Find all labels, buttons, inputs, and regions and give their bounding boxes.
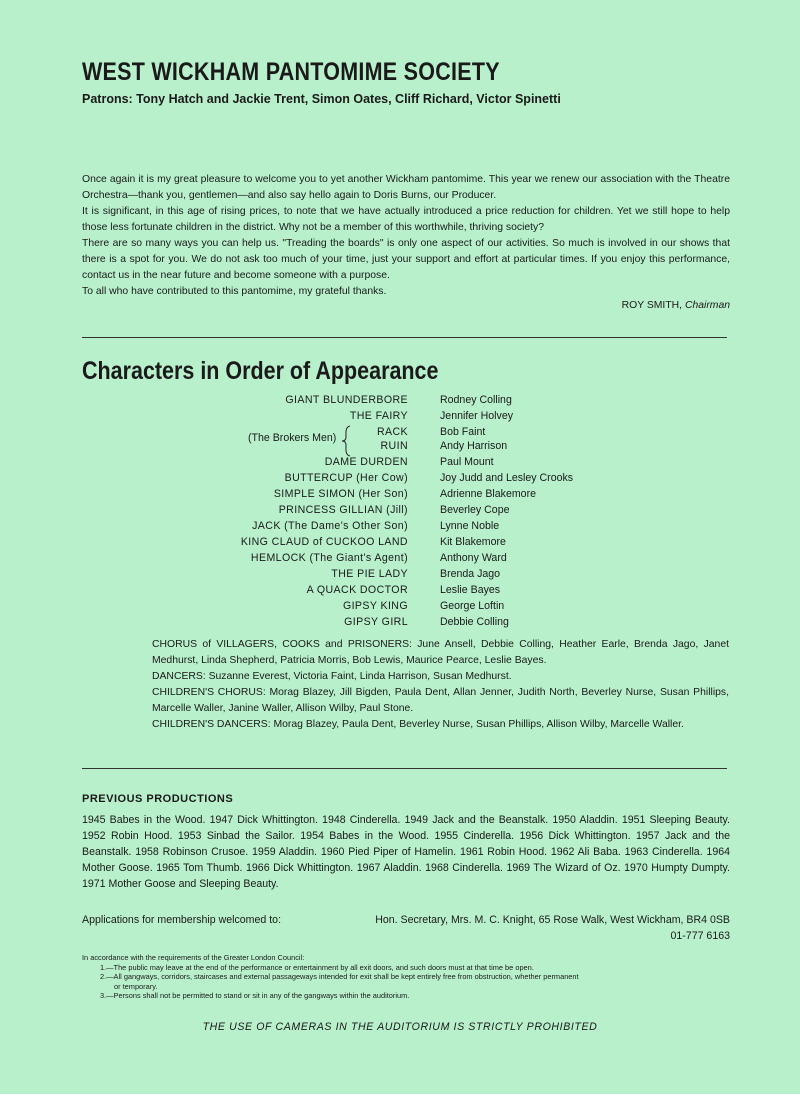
- cast-row: [0, 472, 800, 488]
- cast-role: RUIN: [380, 440, 408, 452]
- cast-role: GIANT BLUNDERBORE: [285, 394, 408, 406]
- brokers-label-text: (The Brokers Men): [248, 432, 337, 444]
- cast-row: [0, 410, 800, 426]
- cast-actor: Brenda Jago: [440, 568, 501, 580]
- glc-regulations: [82, 953, 730, 1001]
- chorus-paragraph: DANCERS: Suzanne Everest, Victoria Faint, Linda Harrison, Susan Medhurst.: [152, 671, 512, 682]
- glc-rule-continued: or temporary.: [114, 981, 158, 991]
- cast-row: [0, 520, 800, 536]
- glc-rule: 1.—The public may leave at the end of the performance or entertainment by all exit doors, and such doors must at that time be open.: [100, 962, 534, 972]
- cast-role: KING CLAUD of CUCKOO LAND: [240, 536, 408, 548]
- brokers-brace-icon: [340, 425, 352, 457]
- cast-actor: Rodney Colling: [440, 394, 512, 406]
- cast-row: [0, 552, 800, 568]
- cast-role: SIMPLE SIMON (Her Son): [273, 488, 408, 500]
- cast-actor: Bob Faint: [440, 426, 486, 438]
- signature-name: ROY SMITH,: [621, 300, 683, 311]
- cast-role: THE PIE LADY: [331, 568, 408, 580]
- applications-label: Applications for membership welcomed to:: [82, 914, 282, 926]
- welcome-paragraph: There are so many ways you can help us. "Treading the boards" is only one aspect of our activities. So much is involved in our shows that there is a spot for you. We do not ask too much of your time, just your support and effort at particular times. If you enjoy this performance, contact us in the near future and become someone with a purpose.: [82, 238, 730, 281]
- cast-row: [0, 488, 800, 504]
- cast-actor: Adrienne Blakemore: [440, 488, 536, 500]
- previous-productions-heading: PREVIOUS PRODUCTIONS: [82, 793, 234, 805]
- patrons-line: Patrons: Tony Hatch and Jackie Trent, Simon Oates, Cliff Richard, Victor Spinetti: [82, 92, 561, 106]
- cast-role: DAME DURDEN: [324, 456, 408, 468]
- cast-actor: Andy Harrison: [440, 440, 508, 452]
- cast-role: JACK (The Dame's Other Son): [252, 520, 408, 532]
- divider: [82, 768, 727, 769]
- chorus-paragraph: CHILDREN'S DANCERS: Morag Blazey, Paula Dent, Beverley Nurse, Susan Phillips, Allison Wilby, Marcelle Waller.: [152, 719, 684, 730]
- cast-actor: Anthony Ward: [440, 552, 507, 564]
- cast-row: [0, 600, 800, 616]
- membership-applications: [82, 912, 730, 944]
- cast-role: GIPSY GIRL: [344, 616, 408, 628]
- cast-actor: George Loftin: [440, 600, 505, 612]
- cast-role: HEMLOCK (The Giant's Agent): [250, 552, 408, 564]
- welcome-paragraph: To all who have contributed to this pantomime, my grateful thanks.: [82, 286, 387, 297]
- cast-row: [0, 584, 800, 600]
- cast-actor: Debbie Colling: [440, 616, 509, 628]
- cast-row: [0, 440, 800, 456]
- cast-row: [0, 616, 800, 632]
- welcome-paragraph: Once again it is my great pleasure to welcome you to yet another Wickham pantomime. This year we renew our association with the Theatre Orchestra—thank you, gentlemen—and also say hello again to Doris Burns, our Producer.: [82, 174, 730, 201]
- glc-rule: 2.—All gangways, corridors, staircases and external passageways intended for exit shall be kept entirely free from obstruction, whether permanent: [100, 972, 579, 982]
- cameras-notice: THE USE OF CAMERAS IN THE AUDITORIUM IS STRICTLY PROHIBITED: [202, 1021, 598, 1033]
- cast-actor: Jennifer Holvey: [440, 410, 514, 422]
- welcome-message: [82, 172, 730, 300]
- chairman-signature: [82, 300, 730, 311]
- cast-role: BUTTERCUP (Her Cow): [284, 472, 408, 484]
- cast-role: THE FAIRY: [349, 410, 408, 422]
- cast-role: A QUACK DOCTOR: [306, 584, 408, 596]
- cast-actor: Joy Judd and Lesley Crooks: [440, 472, 574, 484]
- secretary-phone: 01-777 6163: [670, 930, 730, 942]
- cast-row: [0, 456, 800, 472]
- secretary-address: Hon. Secretary, Mrs. M. C. Knight, 65 Rose Walk, West Wickham, BR4 0SB: [375, 914, 730, 926]
- cast-role: PRINCESS GILLIAN (Jill): [278, 504, 408, 516]
- signature-role: Chairman: [684, 300, 730, 311]
- cast-row: [0, 568, 800, 584]
- cast-actor: Beverley Cope: [440, 504, 510, 516]
- chorus-paragraph: CHORUS of VILLAGERS, COOKS and PRISONERS: June Ansell, Debbie Colling, Heather Earle, Brenda Jago, Janet Medhurst, Linda Shepherd, Patricia Morris, Bob Lewis, Maurice Pearce, Leslie Bayes.: [152, 639, 729, 666]
- cast-actor: Leslie Bayes: [440, 584, 501, 596]
- cast-actor: Lynne Noble: [440, 520, 500, 532]
- cast-actor: Kit Blakemore: [440, 536, 506, 548]
- cast-role: RACK: [376, 426, 408, 438]
- glc-intro: In accordance with the requirements of the Greater London Council:: [82, 953, 305, 962]
- chorus-paragraph: CHILDREN'S CHORUS: Morag Blazey, Jill Bigden, Paula Dent, Allan Jenner, Judith North, Beverley Nurse, Susan Phillips, Marcelle Waller, Janine Waller, Allison Wilby, Paul Stone.: [152, 687, 729, 714]
- divider: [82, 337, 727, 338]
- cast-actor: Paul Mount: [440, 456, 494, 468]
- cast-row: [0, 536, 800, 552]
- cast-row: [0, 394, 800, 410]
- chorus-section: [152, 637, 729, 733]
- welcome-paragraph: It is significant, in this age of rising prices, to note that we have actually introduced a price reduction for children. Yet we still hope to help those less fortunate children in the district. Why not be a member of this worthwhile, thriving society?: [82, 206, 730, 233]
- cast-row: [0, 504, 800, 520]
- cast-role: GIPSY KING: [342, 600, 408, 612]
- society-title: WEST WICKHAM PANTOMIME SOCIETY: [82, 58, 500, 86]
- previous-productions-list: 1945 Babes in the Wood. 1947 Dick Whittington. 1948 Cinderella. 1949 Jack and the Beanstalk. 1950 Aladdin. 1951 Sleeping Beauty. 1952 Robin Hood. 1953 Sinbad the Sailor. 1954 Babes in the Wood. 1955 Cinderella. 1956 Dick Whittington. 1957 Jack and the Beanstalk. 1958 Robinson Crusoe. 1959 Aladdin. 1960 Pied Piper of Hamelin. 1961 Robin Hood. 1962 Ali Baba. 1963 Cinderella. 1964 Mother Goose. 1965 Tom Thumb. 1966 Dick Whittington. 1967 Aladdin. 1968 Cinderella. 1969 The Wizard of Oz. 1970 Humpty Dumpty. 1971 Mother Goose and Sleeping Beauty.: [82, 814, 730, 890]
- characters-heading: Characters in Order of Appearance: [82, 357, 439, 385]
- glc-rule: 3.—Persons shall not be permitted to stand or sit in any of the gangways within the auditorium.: [100, 991, 410, 1001]
